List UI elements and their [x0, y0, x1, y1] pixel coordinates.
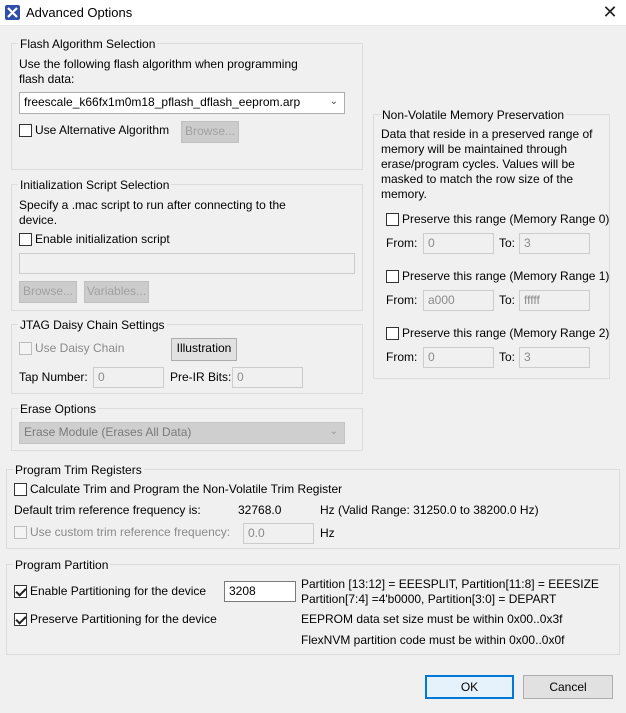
pre-ir-bits-label: Pre-IR Bits: — [170, 370, 232, 384]
pre-ir-bits-input[interactable]: 0 — [232, 367, 303, 388]
preserve-partitioning-checkbox[interactable] — [14, 613, 27, 626]
range-0-from-input[interactable]: 0 — [423, 233, 494, 254]
erase-options-selected: Erase Module (Erases All Data) — [24, 425, 192, 439]
range-0-to-input[interactable]: 3 — [519, 233, 590, 254]
flash-algorithm-title: Flash Algorithm Selection — [20, 37, 156, 51]
erase-options-title: Erase Options — [20, 402, 97, 416]
partition-value-input[interactable]: 3208 — [224, 581, 296, 602]
erase-options-select[interactable] — [19, 422, 345, 444]
use-daisy-chain-label: Use Daisy Chain — [35, 341, 125, 355]
nvm-description: Data that reside in a preserved range of memory will be maintained through erase/program cycles. Values will be masked to match the row size of the memory. — [381, 127, 593, 201]
trim-title: Program Trim Registers — [15, 463, 142, 477]
range-1-from-input[interactable]: a000 — [423, 290, 494, 311]
nvm-title: Non-Volatile Memory Preservation — [382, 108, 565, 122]
flash-algorithm-selected: freescale_k66fx1m0m18_pflash_dflash_eeprom.arp — [24, 95, 301, 109]
flash-algorithm-description: Use the following flash algorithm when programming flash data: — [19, 57, 298, 86]
partition-title: Program Partition — [15, 558, 109, 572]
flash-algorithm-select[interactable] — [19, 92, 345, 114]
partition-info-line-3: EEPROM data set size must be within 0x00..0x3f — [301, 612, 563, 626]
init-variables-button[interactable]: Variables... — [84, 281, 149, 303]
init-script-path-input[interactable] — [19, 253, 355, 274]
use-alt-algorithm-label: Use Alternative Algorithm — [35, 123, 170, 137]
trim-valid-range: Hz (Valid Range: 31250.0 to 38200.0 Hz) — [320, 503, 539, 517]
calc-trim-checkbox[interactable] — [14, 483, 27, 496]
tap-number-label: Tap Number: — [19, 370, 88, 384]
use-daisy-chain-checkbox[interactable] — [19, 342, 32, 355]
init-script-title: Initialization Script Selection — [20, 178, 170, 192]
close-icon[interactable]: ✕ — [602, 2, 618, 22]
window-title: Advanced Options — [26, 5, 133, 20]
preserve-range-0-checkbox[interactable] — [386, 213, 399, 226]
chevron-down-icon: ⌄ — [329, 96, 338, 107]
range-1-to-label: To: — [499, 293, 516, 307]
preserve-range-1-checkbox[interactable] — [386, 270, 399, 283]
cancel-button[interactable]: Cancel — [523, 675, 613, 699]
enable-partitioning-checkbox[interactable] — [14, 585, 27, 598]
app-icon — [5, 5, 20, 20]
custom-trim-checkbox[interactable] — [14, 526, 27, 539]
preserve-range-1-label: Preserve this range (Memory Range 1) — [402, 269, 610, 283]
chevron-down-icon: ⌄ — [329, 426, 338, 437]
range-1-from-label: From: — [386, 293, 418, 307]
default-trim-value: 32768.0 — [238, 503, 282, 517]
range-2-to-label: To: — [499, 350, 516, 364]
custom-trim-unit: Hz — [320, 526, 335, 540]
custom-trim-input[interactable]: 0.0 — [243, 523, 314, 544]
tap-number-input[interactable]: 0 — [93, 367, 164, 388]
illustration-button[interactable]: Illustration — [171, 338, 237, 361]
preserve-range-2-checkbox[interactable] — [386, 327, 399, 340]
preserve-range-2-label: Preserve this range (Memory Range 2) — [402, 326, 610, 340]
default-trim-label: Default trim reference frequency is: — [14, 503, 201, 517]
range-1-to-input[interactable]: fffff — [519, 290, 590, 311]
range-0-to-label: To: — [499, 236, 516, 250]
ok-button[interactable]: OK — [425, 675, 514, 699]
title-bar — [0, 0, 626, 26]
init-script-description: Specify a .mac script to run after connecting to the device. — [19, 198, 286, 227]
enable-partitioning-label: Enable Partitioning for the device — [30, 584, 207, 598]
flash-browse-button[interactable]: Browse... — [181, 121, 239, 143]
enable-init-script-checkbox[interactable] — [19, 233, 32, 246]
use-alt-algorithm-checkbox[interactable] — [19, 124, 32, 137]
custom-trim-label: Use custom trim reference frequency: — [30, 525, 231, 539]
calc-trim-label: Calculate Trim and Program the Non-Volatile Trim Register — [30, 482, 343, 496]
partition-info-line-1: Partition [13:12] = EEESPLIT, Partition[11:8] = EEESIZE — [301, 577, 599, 591]
range-2-from-input[interactable]: 0 — [423, 347, 494, 368]
init-browse-button[interactable]: Browse... — [19, 281, 77, 303]
enable-init-script-label: Enable initialization script — [35, 232, 170, 246]
partition-info-line-4: FlexNVM partition code must be within 0x00..0x0f — [301, 633, 565, 647]
jtag-title: JTAG Daisy Chain Settings — [20, 318, 165, 332]
range-0-from-label: From: — [386, 236, 418, 250]
range-2-to-input[interactable]: 3 — [519, 347, 590, 368]
partition-info-line-2: Partition[7:4] =4'b0000, Partition[3:0] = DEPART — [301, 592, 557, 606]
preserve-range-0-label: Preserve this range (Memory Range 0) — [402, 212, 610, 226]
range-2-from-label: From: — [386, 350, 418, 364]
preserve-partitioning-label: Preserve Partitioning for the device — [30, 612, 217, 626]
